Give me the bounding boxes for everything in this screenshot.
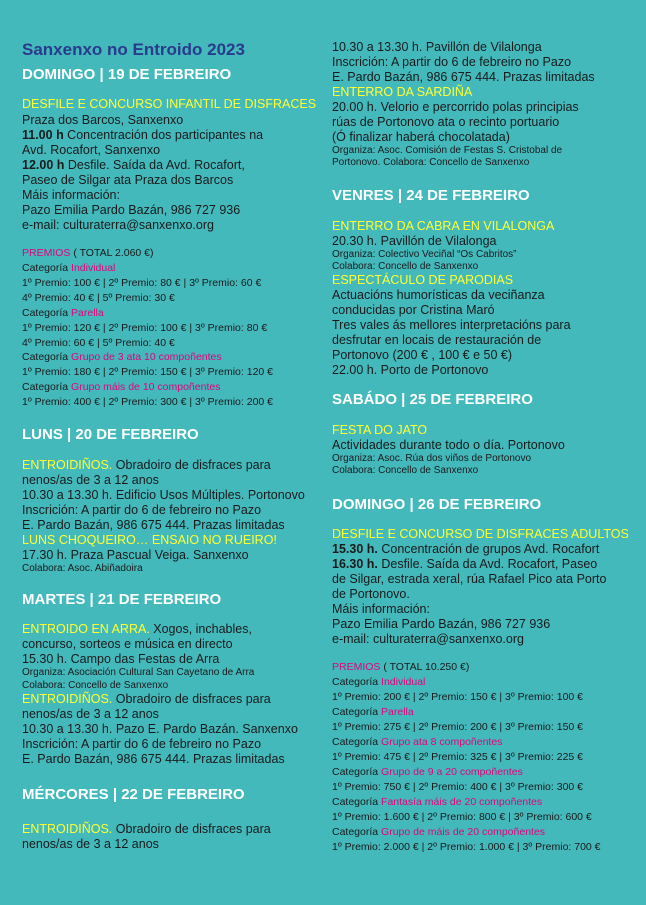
text-line	[22, 143, 160, 157]
text-line	[332, 602, 430, 616]
event-title	[22, 458, 271, 472]
text-line	[332, 542, 599, 556]
line-segment: MÉRCORES | 22 DE FEBREIRO	[22, 786, 245, 803]
text-line	[332, 55, 571, 69]
text-line	[22, 158, 245, 172]
prize-line	[22, 381, 220, 393]
line-segment: ENTROIDIÑOS.	[22, 822, 113, 836]
highlight-text: Grupo ata 8 compoñentes	[381, 736, 503, 748]
text-line	[332, 303, 495, 317]
prize-line	[22, 396, 273, 408]
line-segment: 11.00 h	[22, 128, 64, 142]
line-segment: de Portonovo.	[332, 587, 410, 601]
line-segment: (Ó finalizar haberá chocolatada)	[332, 130, 510, 144]
highlight-text: Grupo de 3 ata 10 compoñentes	[71, 351, 222, 363]
prize-line	[332, 841, 601, 853]
highlight-text: Individual	[71, 262, 116, 274]
line-segment: Portonovo (200 € , 100 € e 50 €)	[332, 348, 512, 362]
prize-line	[22, 277, 261, 289]
line-segment: Categoría	[332, 796, 382, 808]
prize-line	[22, 262, 115, 274]
highlight-text: Grupo de 9 a 20 compoñentes	[381, 766, 523, 778]
line-segment: DOMINGO | 26 DE FEBREIRO	[332, 496, 542, 513]
highlight-text: Fantasía máis de 20 compoñentes	[381, 796, 543, 808]
credit-line	[332, 261, 478, 272]
text-line	[332, 572, 606, 586]
credit-line	[22, 563, 143, 574]
text-line	[332, 557, 597, 571]
line-segment: 4º Premio: 40 € | 5º Premio: 30 €	[22, 292, 175, 304]
text-line	[332, 234, 496, 248]
line-segment: Obradoiro de disfraces para	[112, 458, 271, 472]
line-segment: Categoría	[22, 307, 72, 319]
line-segment: Colabora: Concello de Sanxenxo	[22, 680, 169, 691]
line-segment: Colabora: Asoc. Abiñadoira	[22, 563, 143, 574]
line-segment: 1º Premio: 275 € | 2º Premio: 200 € | 3º Premio: 150 €	[332, 721, 584, 733]
line-segment: Categoría	[332, 676, 382, 688]
prize-line	[22, 247, 154, 259]
prize-line	[332, 676, 425, 688]
line-segment: Categoría	[22, 381, 72, 393]
text-line	[332, 130, 510, 144]
day-heading	[22, 591, 221, 608]
text-line	[22, 488, 305, 502]
prize-line	[332, 661, 469, 673]
line-segment: 16.30 h.	[332, 557, 378, 571]
day-heading	[332, 496, 541, 513]
day-heading	[332, 391, 533, 408]
line-segment: 1º Premio: 750 € | 2º Premio: 400 € | 3º Premio: 300 €	[332, 781, 584, 793]
highlight-text: Parella	[381, 706, 414, 718]
line-segment: ESPECTÁCULO DE PARODIAS	[332, 273, 514, 287]
line-segment: Categoría	[22, 262, 72, 274]
line-segment: 1º Premio: 475 € | 2º Premio: 325 € | 3º Premio: 225 €	[332, 751, 584, 763]
line-segment: Categoría	[22, 351, 72, 363]
highlight-text: Parella	[71, 307, 104, 319]
line-segment: Pazo Emilia Pardo Bazán, 986 727 936	[332, 617, 551, 631]
text-line	[22, 188, 120, 202]
prize-line	[22, 322, 267, 334]
prize-line	[332, 721, 583, 733]
highlight-text: Grupo de máis de 20 compoñentes	[381, 826, 546, 838]
event-title	[332, 85, 472, 99]
text-line	[332, 587, 410, 601]
event-title	[22, 822, 271, 836]
line-segment: Máis información:	[22, 188, 120, 202]
text-line	[22, 637, 233, 651]
line-segment: 20.30 h. Pavillón de Vilalonga	[332, 234, 497, 248]
line-segment: 1º Premio: 180 € | 2º Premio: 150 € | 3º Premio: 120 €	[22, 366, 274, 378]
line-segment: LUNS CHOQUEIRO… ENSAIO NO RUEIRO!	[22, 533, 277, 547]
line-segment: Colabora: Concello de Sanxenxo	[332, 465, 479, 476]
text-line	[22, 503, 261, 517]
line-segment: ENTERRO DA SARDIÑA	[332, 85, 473, 99]
line-segment: 22.00 h. Porto de Portonovo	[332, 363, 489, 377]
line-segment: Organiza: Asoc. Rúa dos viños de Portonovo	[332, 453, 532, 464]
line-segment: 10.30 a 13.30 h. Pazo E. Pardo Bazán. Sanxenxo	[22, 722, 298, 736]
line-segment: 1º Premio: 2.000 € | 2º Premio: 1.000 € | 3º Premio: 700 €	[332, 841, 601, 853]
line-segment: nenos/as de 3 a 12 anos	[22, 473, 159, 487]
event-title	[332, 527, 629, 541]
text-line	[332, 100, 579, 114]
line-segment: LUNS | 20 DE FEBREIRO	[22, 426, 199, 443]
line-segment: MARTES | 21 DE FEBREIRO	[22, 591, 222, 608]
line-segment: ENTERRO DA CABRA EN VILALONGA	[332, 219, 555, 233]
text-line	[22, 722, 298, 736]
line-segment: concurso, sorteos e música en directo	[22, 637, 233, 651]
line-segment: 1º Premio: 100 € | 2º Premio: 80 € | 3º Premio: 60 €	[22, 277, 262, 289]
day-heading	[22, 66, 231, 83]
line-segment: Pazo Emilia Pardo Bazán, 986 727 936	[22, 203, 241, 217]
line-segment: SABÁDO | 25 DE FEBREIRO	[332, 391, 533, 408]
line-segment: E. Pardo Bazán, 986 675 444. Prazas limitadas	[22, 518, 285, 532]
text-line	[332, 348, 512, 362]
text-line	[22, 173, 233, 187]
line-segment: Desfile. Saída da Avd. Rocafort,	[64, 158, 245, 172]
line-segment: 1º Premio: 1.600 € | 2º Premio: 800 € | 3º Premio: 600 €	[332, 811, 592, 823]
text-line	[22, 652, 219, 666]
line-segment: de Silgar, estrada xeral, rúa Rafael Pico ata Porto	[332, 572, 607, 586]
prize-line	[332, 691, 583, 703]
text-line	[332, 318, 571, 332]
line-segment: 1º Premio: 200 € | 2º Premio: 150 € | 3º Premio: 100 €	[332, 691, 584, 703]
credit-line	[22, 667, 254, 678]
line-segment: Xogos, inchables,	[149, 622, 252, 636]
prize-line	[22, 366, 273, 378]
text-line	[22, 752, 285, 766]
line-segment: DESFILE E CONCURSO DE DISFRACES ADULTOS	[332, 527, 629, 541]
line-segment: Máis información:	[332, 602, 430, 616]
line-segment: Colabora: Concello de Sanxenxo	[332, 261, 479, 272]
text-line	[332, 115, 559, 129]
line-segment: E. Pardo Bazán, 986 675 444. Prazas limitadas	[332, 70, 595, 84]
text-line	[22, 473, 159, 487]
text-line	[332, 617, 550, 631]
text-line	[332, 70, 595, 84]
line-segment: ( TOTAL 2.060 €)	[70, 247, 154, 259]
text-line	[332, 40, 542, 54]
highlight-text: PREMIOS	[332, 661, 381, 673]
line-segment: 10.30 a 13.30 h. Edificio Usos Múltiples. Portonovo	[22, 488, 305, 502]
line-segment: Portonovo. Colabora: Concello de Sanxenxo	[332, 157, 530, 168]
line-segment: Concentración de grupos Avd. Rocafort	[377, 542, 600, 556]
text-line	[332, 632, 524, 646]
line-segment: Obradoiro de disfraces para	[112, 692, 271, 706]
credit-line	[332, 453, 531, 464]
prize-line	[22, 351, 222, 363]
text-line	[332, 288, 545, 302]
line-segment: 20.00 h. Velorio e percorrido polas principias	[332, 100, 579, 114]
prize-line	[332, 706, 414, 718]
event-title	[332, 423, 427, 437]
line-segment: 15.30 h.	[332, 542, 378, 556]
line-segment: e-mail: culturaterra@sanxenxo.org	[332, 632, 524, 646]
line-segment: E. Pardo Bazán, 986 675 444. Prazas limitadas	[22, 752, 285, 766]
line-segment: Tres vales ás mellores interpretacións para	[332, 318, 571, 332]
prize-line	[332, 736, 502, 748]
line-segment: 4º Premio: 60 € | 5º Premio: 40 €	[22, 337, 175, 349]
credit-line	[332, 157, 529, 168]
line-segment: 12.00 h	[22, 158, 65, 172]
line-segment: Praza dos Barcos, Sanxenxo	[22, 113, 184, 127]
text-line	[22, 218, 214, 232]
day-heading	[332, 187, 530, 204]
line-segment: Organiza: Colectivo Veciñal “Os Cabritos”	[332, 249, 517, 260]
line-segment: ENTROIDO EN ARRA.	[22, 622, 150, 636]
page-title: Sanxenxo no Entroido 2023	[22, 40, 245, 59]
line-segment: ENTROIDIÑOS.	[22, 458, 113, 472]
line-segment: nenos/as de 3 a 12 anos	[22, 707, 159, 721]
credit-line	[332, 249, 517, 260]
credit-line	[332, 145, 562, 156]
event-title	[22, 533, 277, 547]
text-line	[22, 548, 249, 562]
prize-line	[332, 766, 523, 778]
line-segment: ( TOTAL 10.250 €)	[380, 661, 470, 673]
text-line	[332, 438, 565, 452]
line-segment: VENRES | 24 DE FEBREIRO	[332, 187, 530, 204]
prize-line	[332, 751, 583, 763]
line-segment: nenos/as de 3 a 12 anos	[22, 837, 159, 851]
line-segment: Concentración dos participantes na	[63, 128, 264, 142]
prize-line	[332, 826, 545, 838]
line-segment: 10.30 a 13.30 h. Pavillón de Vilalonga	[332, 40, 542, 54]
line-segment: Organiza: Asociación Cultural San Cayetano de Arra	[22, 667, 255, 678]
line-segment: Actividades durante todo o día. Portonovo	[332, 438, 565, 452]
text-line	[22, 113, 183, 127]
event-title	[22, 622, 252, 636]
line-segment: Avd. Rocafort, Sanxenxo	[22, 143, 161, 157]
prize-line	[332, 811, 592, 823]
line-segment: Categoría	[332, 826, 382, 838]
line-segment: desfrutar en locais de restauración de	[332, 333, 542, 347]
line-segment: conducidas por Cristina Maró	[332, 303, 495, 317]
text-line	[22, 518, 285, 532]
line-segment: 1º Premio: 120 € | 2º Premio: 100 € | 3º Premio: 80 €	[22, 322, 268, 334]
credit-line	[332, 465, 478, 476]
prize-line	[332, 781, 583, 793]
line-segment: Inscrición: A partir do 6 de febreiro no Pazo	[22, 503, 262, 517]
prize-line	[22, 292, 175, 304]
line-segment: Obradoiro de disfraces para	[112, 822, 271, 836]
prize-line	[22, 307, 104, 319]
line-segment: Categoría	[332, 706, 382, 718]
event-title	[22, 692, 271, 706]
highlight-text: Individual	[381, 676, 426, 688]
line-segment: DOMINGO | 19 DE FEBREIRO	[22, 66, 232, 83]
highlight-text: PREMIOS	[22, 247, 71, 259]
event-title	[332, 273, 513, 287]
line-segment: ENTROIDIÑOS.	[22, 692, 113, 706]
line-segment: 1º Premio: 400 € | 2º Premio: 300 € | 3º Premio: 200 €	[22, 396, 274, 408]
event-title	[332, 219, 554, 233]
line-segment: Inscrición: A partir do 6 de febreiro no Pazo	[332, 55, 572, 69]
line-segment: Desfile. Saída da Avd. Rocafort, Paseo	[377, 557, 598, 571]
line-segment: Categoría	[332, 736, 382, 748]
line-segment: rúas de Portonovo ata o recinto portuario	[332, 115, 560, 129]
line-segment: Paseo de Silgar ata Praza dos Barcos	[22, 173, 234, 187]
highlight-text: Grupo máis de 10 compoñentes	[71, 381, 221, 393]
line-segment: Categoría	[332, 766, 382, 778]
text-line	[332, 363, 488, 377]
text-line	[332, 333, 541, 347]
credit-line	[22, 680, 168, 691]
line-segment: Organiza: Asoc. Comisión de Festas S. Cristobal de	[332, 145, 563, 156]
line-segment: DESFILE E CONCURSO INFANTIL DE DISFRACES	[22, 97, 317, 111]
line-segment: 17.30 h. Praza Pascual Veiga. Sanxenxo	[22, 548, 249, 562]
event-title	[22, 97, 316, 111]
day-heading	[22, 786, 245, 803]
line-segment: e-mail: culturaterra@sanxenxo.org	[22, 218, 214, 232]
text-line	[22, 128, 263, 142]
line-segment: Actuacións humorísticas da veciñanza	[332, 288, 545, 302]
line-segment: FESTA DO JATO	[332, 423, 428, 437]
text-line	[22, 737, 261, 751]
line-segment: 15.30 h. Campo das Festas de Arra	[22, 652, 220, 666]
line-segment: Inscrición: A partir do 6 de febreiro no Pazo	[22, 737, 262, 751]
text-line	[22, 707, 159, 721]
prize-line	[332, 796, 542, 808]
day-heading	[22, 426, 199, 443]
text-line	[22, 203, 240, 217]
text-line	[22, 837, 159, 851]
prize-line	[22, 337, 175, 349]
